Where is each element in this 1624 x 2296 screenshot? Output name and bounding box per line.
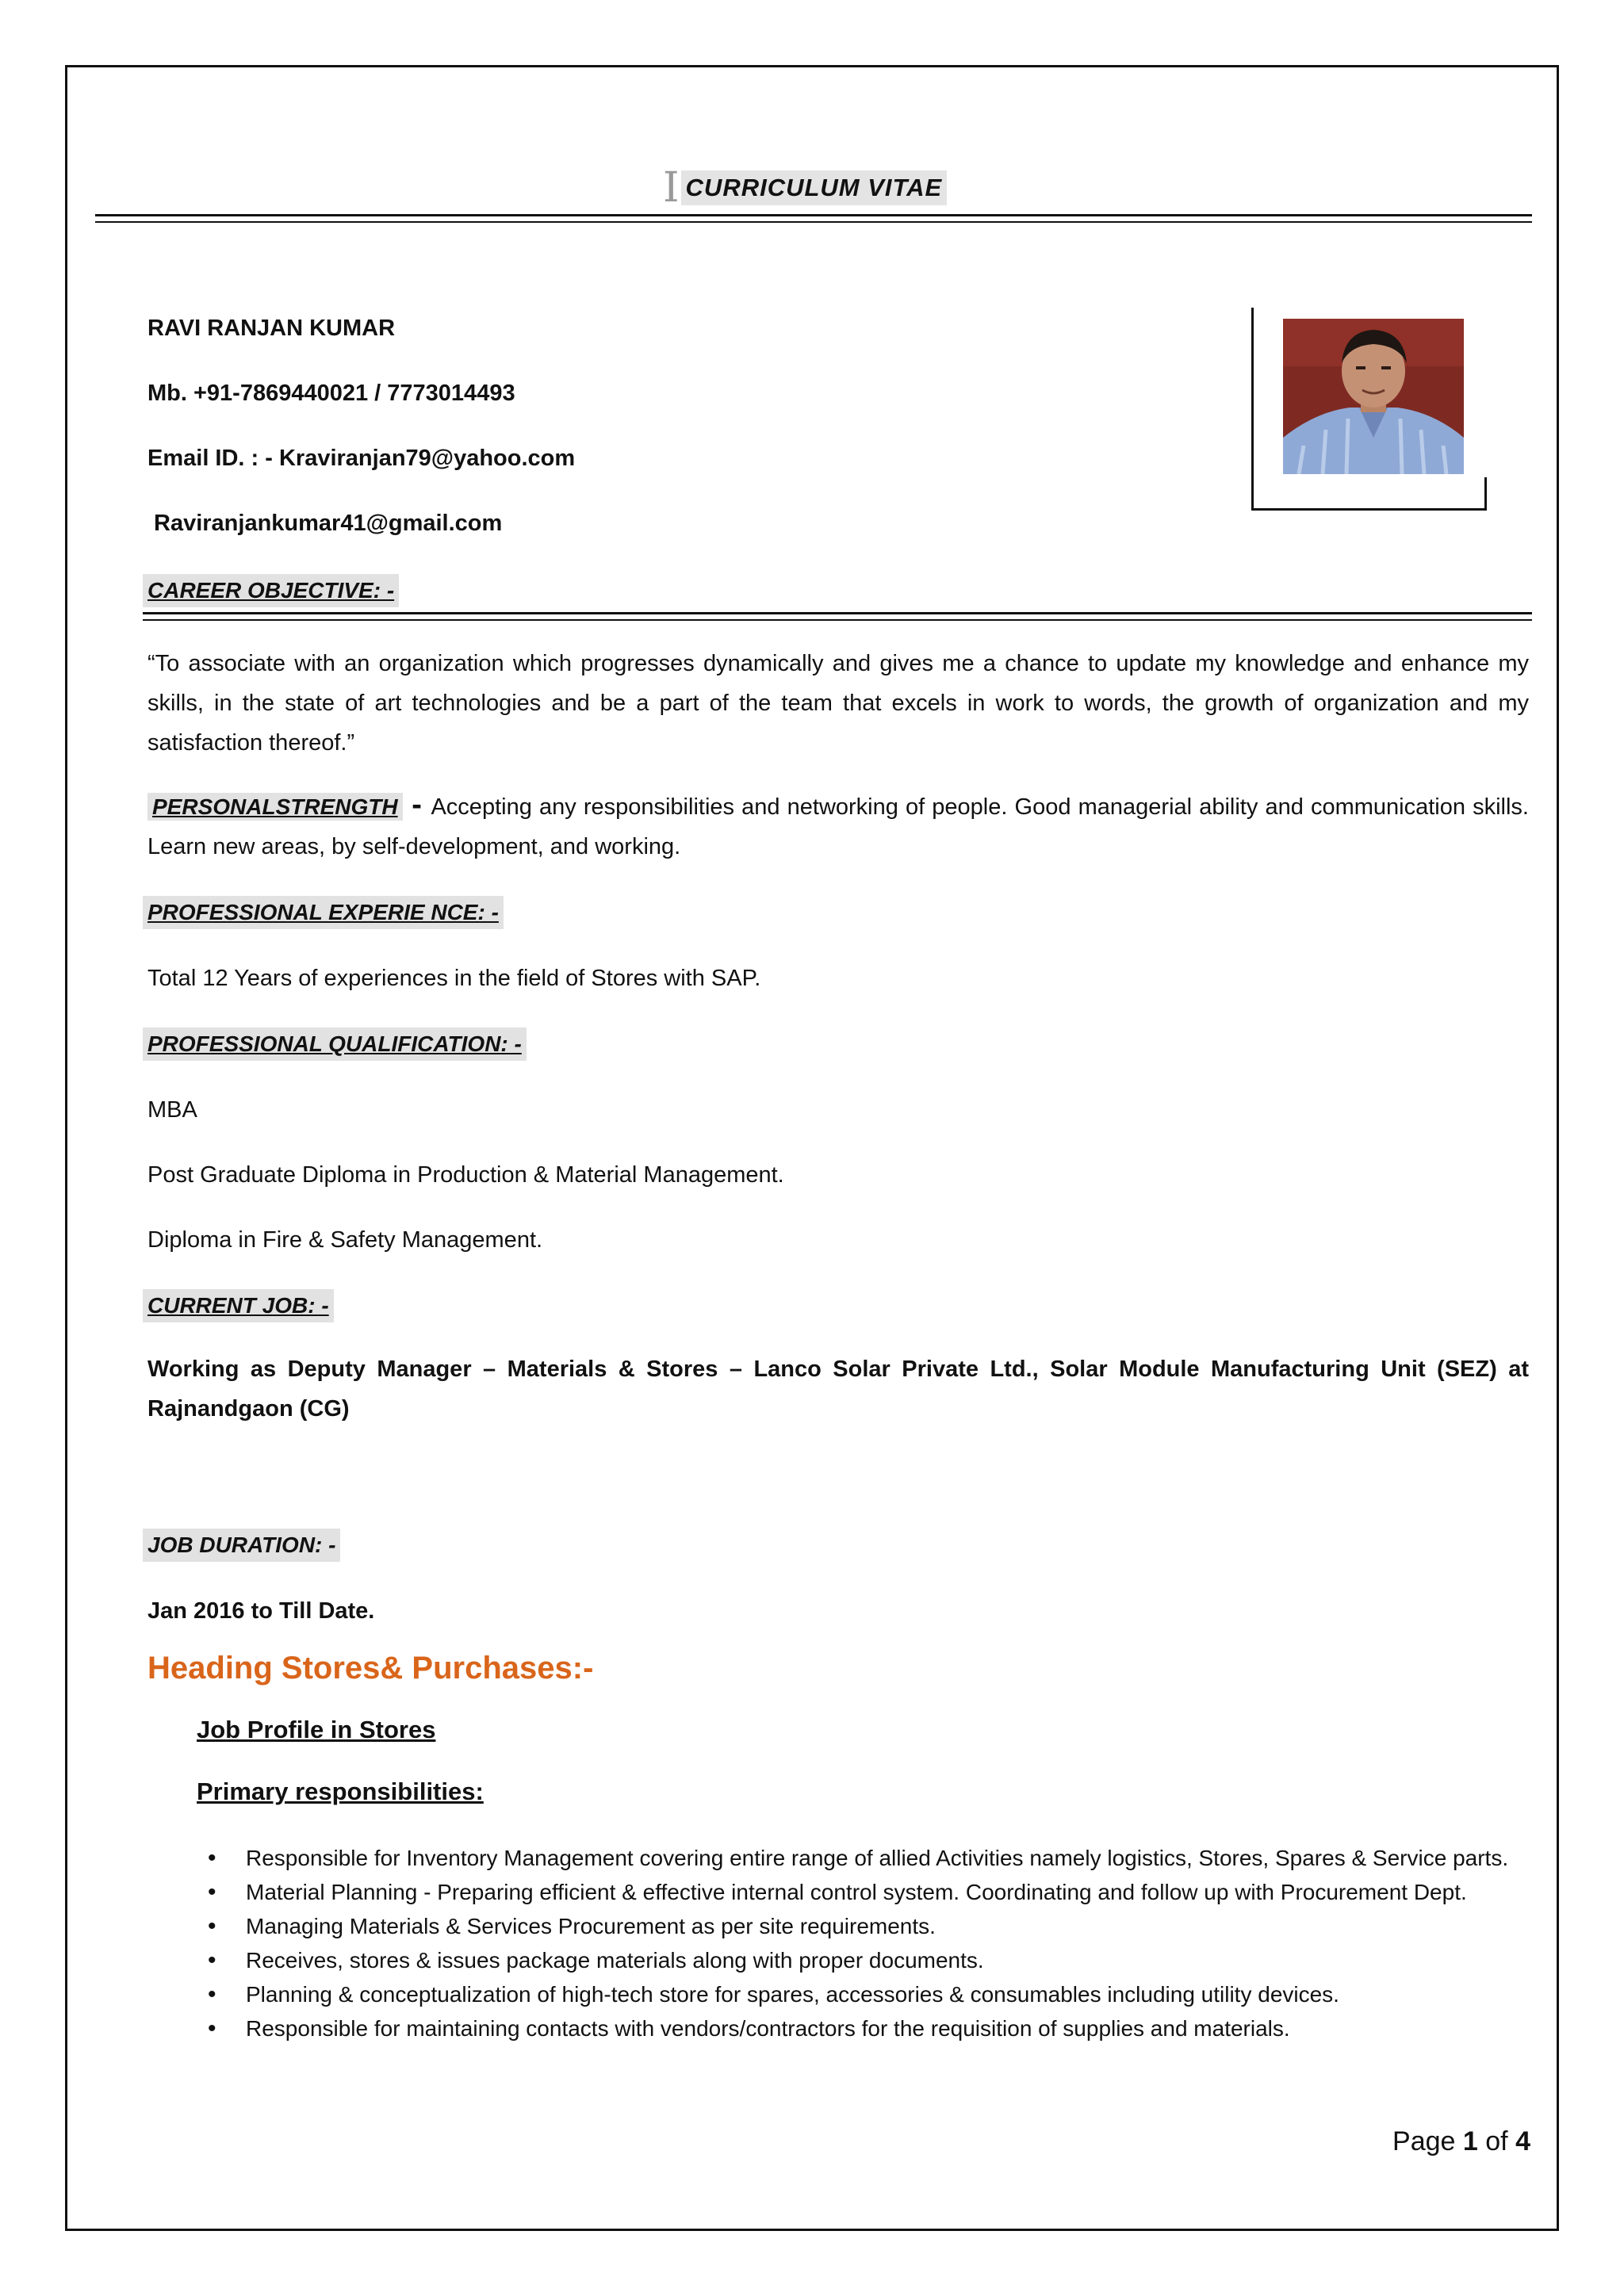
qualification-item: MBA [147, 1097, 197, 1123]
list-item [197, 1977, 1529, 2011]
page-number [1392, 2126, 1530, 2157]
stores-purchases-heading: Heading Stores& Purchases:- [147, 1651, 594, 1686]
page-current: 1 [1462, 2126, 1478, 2156]
bullet-icon: • [208, 1913, 216, 1939]
current-job-text: Working as Deputy Manager – Materials & Stores – Lanco Solar Private Ltd., Solar Module Manufacturing Unit (SEZ) at Rajnandgaon (CG) [147, 1357, 1529, 1422]
mobile-number: Mb. +91-7869440021 / 7773014493 [147, 381, 515, 406]
career-objective-divider [143, 612, 1532, 621]
bullet-icon: • [208, 1981, 216, 2007]
responsibility-text: Managing Materials & Services Procurement as per site requirements. [246, 1914, 936, 1938]
list-item [197, 1875, 1529, 1909]
personal-strength-text: Accepting any responsibilities and networking of people. Good managerial ability and communication skills. Learn new areas, by self-development, and working. [147, 794, 1529, 859]
responsibility-text: Responsible for maintaining contacts with vendors/contractors for the requisition of supplies and materials. [246, 2016, 1290, 2041]
bullet-icon: • [208, 1879, 216, 1905]
bullet-icon: • [208, 2015, 216, 2042]
job-duration-text: Jan 2016 to Till Date. [147, 1598, 375, 1624]
section-heading-personal-strength: PERSONALSTRENGTH [147, 793, 403, 821]
email-secondary: Raviranjankumar41@gmail.com [154, 511, 503, 536]
profile-photo-image [1283, 319, 1464, 474]
list-item [197, 1841, 1529, 1875]
bullet-icon: • [208, 1947, 216, 1973]
qualification-item: Post Graduate Diploma in Production & Material Management. [147, 1162, 784, 1188]
responsibility-text: Planning & conceptualization of high-tech store for spares, accessories & consumables including utility devices. [246, 1982, 1339, 2007]
section-heading-professional-qualification: PROFESSIONAL QUALIFICATION: - [143, 1027, 527, 1061]
title-divider [95, 214, 1532, 223]
qualification-item: Diploma in Fire & Safety Management. [147, 1227, 543, 1253]
list-item [197, 1943, 1529, 1977]
text-cursor-icon: I [663, 164, 680, 212]
of-word: of [1485, 2126, 1508, 2156]
responsibility-text: Responsible for Inventory Management covering entire range of allied Activities namely logistics, Stores, Spares & Service parts. [246, 1846, 1509, 1870]
section-heading-job-duration: JOB DURATION: - [143, 1529, 340, 1562]
cv-title-block [663, 164, 947, 212]
bullet-icon: • [208, 1845, 216, 1871]
page-total: 4 [1515, 2126, 1530, 2156]
profile-photo [1283, 319, 1464, 474]
list-item [197, 1909, 1529, 1943]
section-heading-professional-experience: PROFESSIONAL EXPERIE NCE: - [143, 896, 504, 929]
responsibility-text: Material Planning - Preparing efficient & effective internal control system. Coordinating and follow up with Procurement Dept. [246, 1880, 1467, 1904]
job-profile-heading: Job Profile in Stores [197, 1716, 436, 1743]
personal-strength-dash: - [402, 788, 431, 821]
list-item [197, 2011, 1529, 2045]
candidate-name: RAVI RANJAN KUMAR [147, 316, 396, 341]
responsibilities-list [197, 1841, 1529, 2045]
primary-responsibilities-heading: Primary responsibilities: [197, 1777, 484, 1805]
personal-strength-paragraph [147, 785, 1529, 867]
responsibility-text: Receives, stores & issues package materials along with proper documents. [246, 1948, 984, 1973]
section-heading-career-objective: CAREER OBJECTIVE: - [143, 574, 399, 607]
page-word: Page [1392, 2126, 1456, 2156]
section-heading-current-job: CURRENT JOB: - [143, 1289, 334, 1322]
email-primary: Email ID. : - Kraviranjan79@yahoo.com [147, 446, 576, 471]
document-title: CURRICULUM VITAE [681, 170, 948, 205]
career-objective-text: “To associate with an organization which progresses dynamically and gives me a chance to update my knowledge and enhance my skills, in the state of art technologies and be a part of the team that excels in work to words, the growth of organization and my satisfaction thereof.” [147, 651, 1529, 756]
professional-experience-text: Total 12 Years of experiences in the field of Stores with SAP. [147, 966, 761, 991]
